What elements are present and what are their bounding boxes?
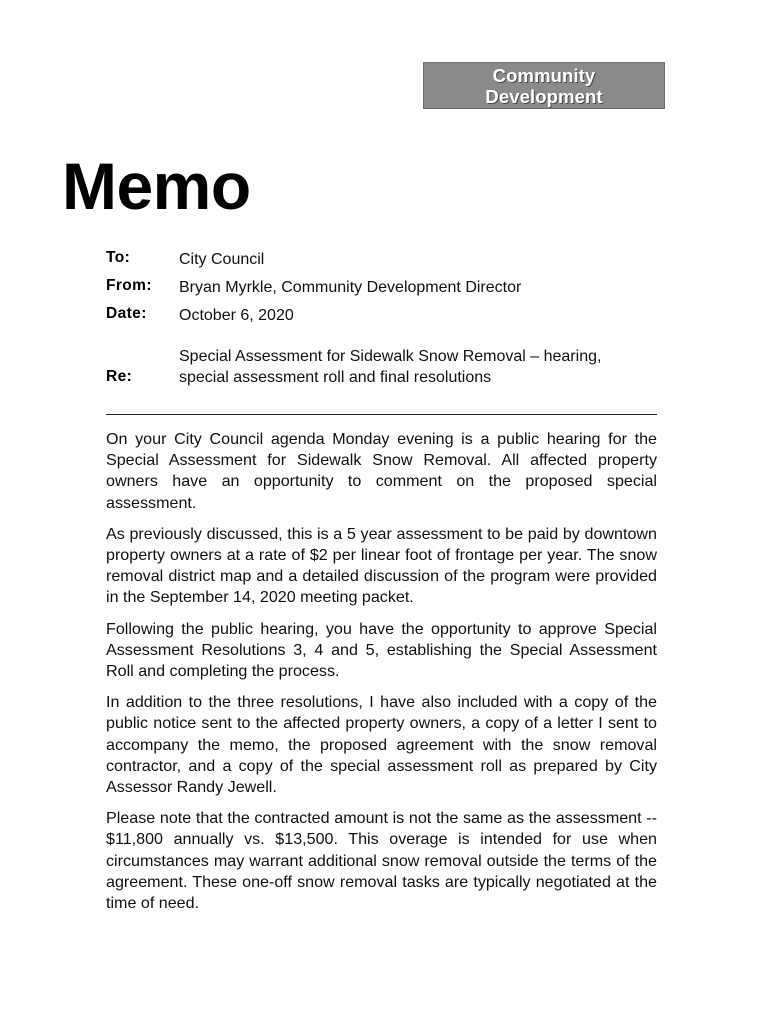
body-paragraph: Following the public hearing, you have the opportunity to approve Special Assessment Resolutions 3, 4 and 5, establishing the Special Assessment Roll and completing the process. <box>106 619 657 681</box>
re-value: Special Assessment for Sidewalk Snow Removal – hearing, special assessment roll and final resolutions <box>179 348 602 386</box>
date-value: October 6, 2020 <box>179 307 294 324</box>
from-value: Bryan Myrkle, Community Development Director <box>179 279 522 296</box>
from-label: From: <box>106 277 152 294</box>
department-line-2: Development <box>485 85 603 107</box>
body-paragraph: In addition to the three resolutions, I have also included with a copy of the public notice sent to the affected property owners, a copy of a letter I sent to accompany the memo, the proposed agreement with the snow removal contractor, and a copy of the special assessment roll as prepared by City Assessor Randy Jewell. <box>106 693 657 797</box>
to-label: To: <box>106 249 131 266</box>
body-paragraph: On your City Council agenda Monday evening is a public hearing for the Special Assessment for Sidewalk Snow Removal. All affected property owners have an opportunity to comment on the proposed special assessment. <box>106 430 657 512</box>
memo-title: Memo <box>62 149 251 223</box>
re-label: Re: <box>106 368 133 385</box>
header-divider <box>106 414 657 415</box>
date-label: Date: <box>106 305 147 322</box>
body-paragraph: Please note that the contracted amount is not the same as the assessment -- $11,800 annually vs. $13,500. This overage is intended for use when circumstances may warrant additional snow removal outside the terms of the agreement. These one-off snow removal tasks are typically negotiated at the time of need. <box>106 809 657 913</box>
memo-body <box>106 429 657 924</box>
to-value: City Council <box>179 251 265 268</box>
department-line-1: Community <box>492 64 596 86</box>
department-banner <box>423 62 665 109</box>
body-paragraph: As previously discussed, this is a 5 year assessment to be paid by downtown property owners at a rate of $2 per linear foot of frontage per year. The snow removal district map and a detailed discussion of the program were provided in the September 14, 2020 meeting packet. <box>106 524 657 607</box>
